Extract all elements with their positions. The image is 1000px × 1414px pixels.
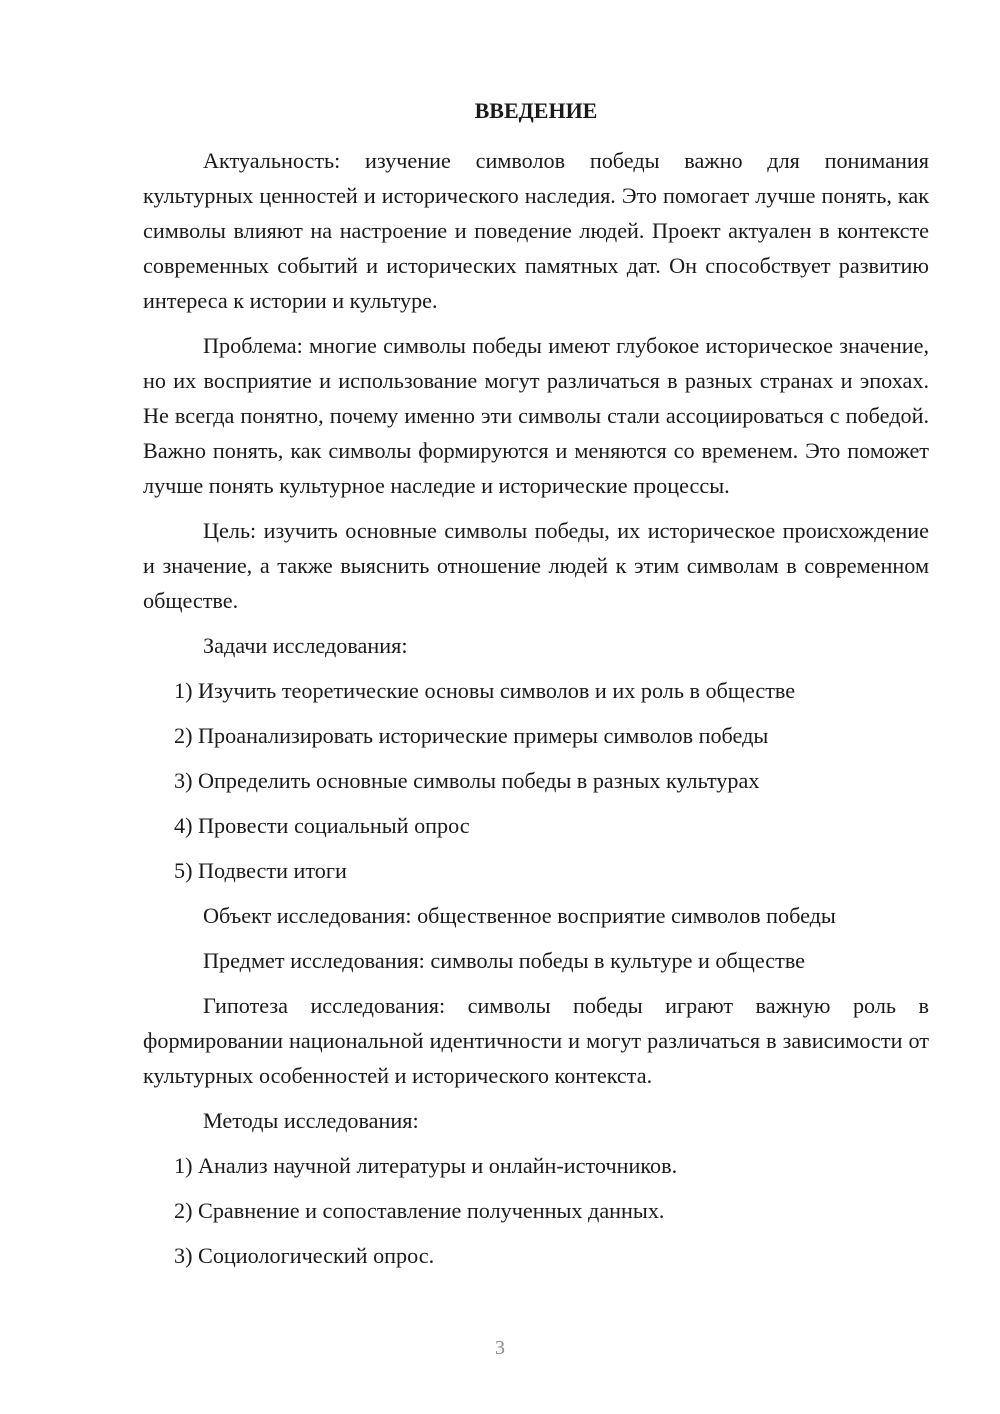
section-heading: ВВЕДЕНИЕ	[474, 98, 598, 123]
page-number: 3	[495, 1337, 505, 1359]
task-item: 5) Подвести итоги	[174, 858, 347, 883]
method-item: 1) Анализ научной литературы и онлайн-источников.	[174, 1153, 678, 1178]
hypothesis-paragraph: Гипотеза исследования: символы победы играют важную роль в формировании национальной идентичности и могут различаться в зависимости от культурных особенностей и исторического контекста.	[143, 993, 929, 1088]
task-item: 1) Изучить теоретические основы символов и их роль в обществе	[174, 678, 796, 703]
tasks-title: Задачи исследования:	[203, 633, 408, 658]
task-item: 2) Проанализировать исторические примеры символов победы	[174, 723, 769, 748]
methods-title: Методы исследования:	[203, 1108, 419, 1133]
relevance-paragraph: Актуальность: изучение символов победы важно для понимания культурных ценностей и исторического наследия. Это помогает лучше понять, как символы влияют на настроение и поведение людей. Проект актуален в контексте современных событий и исторических памятных дат. Он способствует развитию интереса к истории и культуре.	[143, 148, 929, 313]
research-subject: Предмет исследования: символы победы в культуре и обществе	[203, 948, 806, 973]
task-item: 3) Определить основные символы победы в разных культурах	[174, 768, 760, 793]
method-item: 2) Сравнение и сопоставление полученных данных.	[174, 1198, 665, 1223]
method-item: 3) Социологический опрос.	[174, 1243, 435, 1268]
problem-paragraph: Проблема: многие символы победы имеют глубокое историческое значение, но их восприятие и использование могут различаться в разных странах и эпохах. Не всегда понятно, почему именно эти символы стали ассоциироваться с победой. Важно понять, как символы формируются и меняются со временем. Это поможет лучше понять культурное наследие и исторические процессы.	[143, 333, 929, 498]
task-item: 4) Провести социальный опрос	[174, 813, 470, 838]
page-content	[143, 95, 929, 1283]
goal-paragraph: Цель: изучить основные символы победы, их историческое происхождение и значение, а также выяснить отношение людей к этим символам в современном обществе.	[143, 518, 929, 613]
research-object: Объект исследования: общественное восприятие символов победы	[203, 903, 836, 928]
